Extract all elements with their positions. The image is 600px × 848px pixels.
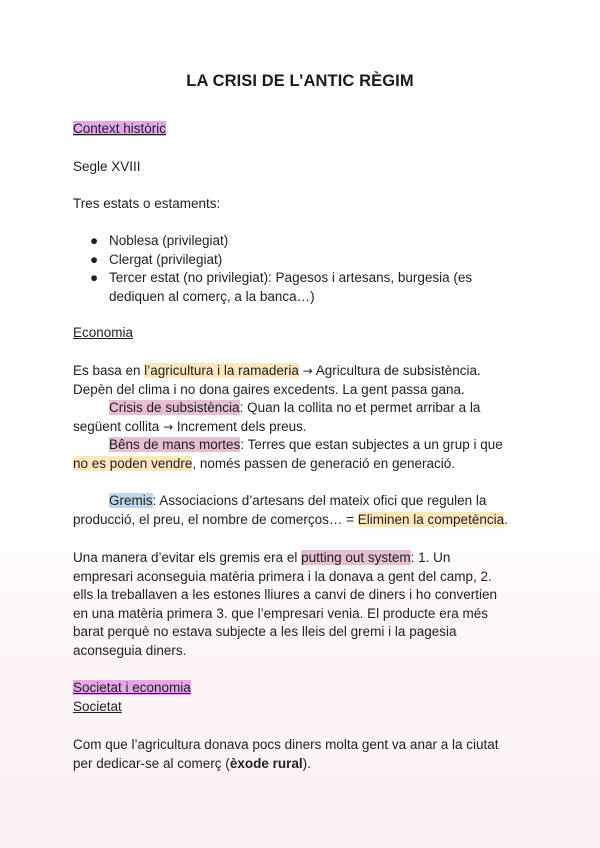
highlight-competition: Eliminen la competència <box>357 511 505 527</box>
society-paragraph: Com que l’agricultura donava pocs diners molta gent va anar a la ciutat per dedicar-se al comerç (èxode rural). <box>73 737 499 771</box>
highlight-cannot-sell: no es poden vendre <box>73 455 193 471</box>
bullet-icon: ● <box>90 233 99 248</box>
society-heading: Societat <box>73 699 122 714</box>
list-item: ● Clergat (privilegiat) <box>90 251 530 270</box>
bullet-icon: ● <box>90 251 99 267</box>
estates-intro: Tres estats o estaments: <box>73 196 221 211</box>
arrow-right-icon: → <box>163 419 174 434</box>
arrow-right-icon: → <box>302 364 313 378</box>
highlight-guilds: Gremis <box>109 493 153 508</box>
list-item: ● Tercer estat (no privilegiat): Pagesos i artesans, burgesia (es dediquen al comerç, a la banca…) <box>90 270 473 304</box>
highlight-mortmain: Bêns de mans mortes <box>109 437 241 452</box>
economy-heading: Economia <box>73 325 134 340</box>
century-text: Segle XVIII <box>73 159 141 174</box>
highlight-agriculture: l’agricultura i la ramaderia <box>144 363 299 378</box>
guilds-paragraph: Gremis: Associacions d’artesans del mateix ofici que regulen la producció, el preu, el nombre de comerços… = Eliminen la competència. <box>73 493 508 527</box>
page-title: LA CRISI DE L’ANTIC RÈGIM <box>186 72 414 90</box>
list-item: ● Noblesa (privilegiat) <box>90 232 530 251</box>
estates-list <box>90 232 530 306</box>
bullet-icon: ● <box>90 270 99 285</box>
society-economy-heading: Societat i economia <box>73 680 191 695</box>
highlight-crisis: Crisis de subsistència <box>109 400 240 415</box>
rural-exodus-term: èxode rural <box>229 755 303 771</box>
context-heading <box>73 120 166 139</box>
economy-paragraph: Es basa en l’agricultura i la ramaderia → Agricultura de subsistència. Depèn del clima i no dona gaires excedents. La gent passa gana. Crisis de subsistència: Quan la collita no et permet arribar a la següent collita → Increment dels preus. Bêns de mans mortes: Terres que estan subjectes a un grup i que no es poden vendre, només passen de generació en generació. <box>73 363 503 471</box>
context-heading-label: Context històric <box>73 121 167 136</box>
highlight-putting-out: putting out system <box>301 550 411 565</box>
putting-out-paragraph: Una manera d’evitar els gremis era el putting out system: 1. Un empresari aconseguia matèria primera i la donava a gent del camp, 2. ells la treballaven a les estones lliures a canvi de diners i ho convertien en una matèria primera 3. que l’empresari venia. El producte era més barat perquè no estava subjecte a les lleis del gremi i la pagesia aconseguia diners. <box>73 550 497 658</box>
